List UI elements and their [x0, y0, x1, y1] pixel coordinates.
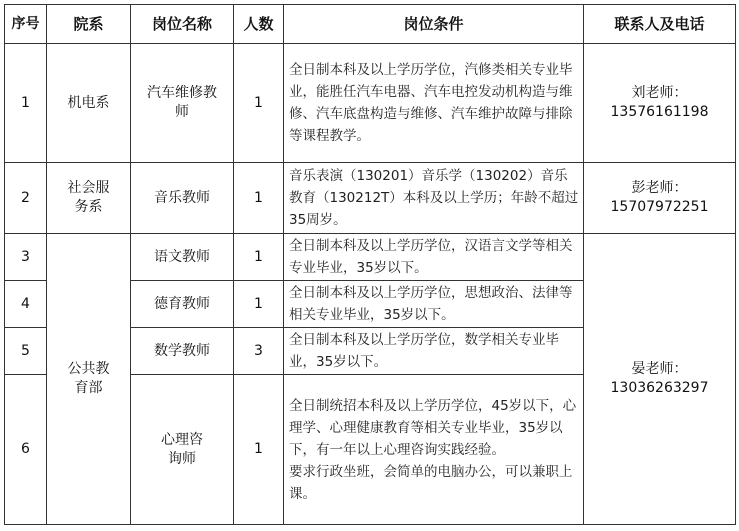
cell-position — [131, 375, 234, 525]
header-dept: 院系 — [47, 5, 131, 44]
header-requirements: 岗位条件 — [284, 5, 584, 44]
cell-requirements: 全日制本科及以上学历学位，思想政治、法律等相关专业毕业，35岁以下。 — [284, 281, 584, 328]
header-count: 人数 — [234, 5, 284, 44]
cell-seq: 1 — [5, 44, 47, 163]
contact-name: 彭老师： — [631, 180, 688, 196]
cell-position: 音乐教师 — [131, 163, 234, 234]
cell-seq: 5 — [5, 328, 47, 375]
requirements-text: 全日制统招本科及以上学历学位，45岁以下，心理学、心理健康教育等相关专业毕业，35岁以下，有一年以上心理咨询实践经验。 — [289, 397, 577, 458]
position-text: 汽车维修教师 — [147, 85, 217, 120]
cell-dept — [47, 234, 131, 525]
cell-contact — [584, 44, 736, 163]
header-position: 岗位名称 — [131, 5, 234, 44]
contact-name: 刘老师： — [631, 85, 688, 101]
dept-text: 社会服务系 — [67, 180, 110, 215]
cell-position: 数学教师 — [131, 328, 234, 375]
position-text: 心理咨询师 — [161, 431, 203, 467]
contact-phone: 15707972251 — [610, 199, 709, 215]
cell-seq: 2 — [5, 163, 47, 234]
cell-position: 德育教师 — [131, 281, 234, 328]
dept-text: 公共教育部 — [67, 361, 110, 396]
recruitment-table — [4, 4, 736, 525]
cell-dept — [47, 163, 131, 234]
cell-requirements — [284, 375, 584, 525]
cell-count: 1 — [234, 44, 284, 163]
cell-seq: 3 — [5, 234, 47, 281]
cell-position — [131, 44, 234, 163]
cell-count: 3 — [234, 328, 284, 375]
cell-count: 1 — [234, 375, 284, 525]
cell-dept: 机电系 — [47, 44, 131, 163]
cell-position: 语文教师 — [131, 234, 234, 281]
requirements-extra: 要求行政坐班，会简单的电脑办公，可以兼职上课。 — [289, 463, 573, 502]
cell-seq: 6 — [5, 375, 47, 525]
cell-requirements: 全日制本科及以上学历学位，汽修类相关专业毕业，能胜任汽车电器、汽车电控发动机构造与维修、汽车底盘构造与维修、汽车维护故障与排除等课程教学。 — [284, 44, 584, 163]
contact-name: 晏老师： — [631, 361, 688, 377]
cell-count: 1 — [234, 163, 284, 234]
cell-requirements: 全日制本科及以上学历学位，汉语言文学等相关专业毕业，35岁以下。 — [284, 234, 584, 281]
cell-count: 1 — [234, 281, 284, 328]
header-seq: 序号 — [5, 5, 47, 44]
contact-phone: 13576161198 — [610, 104, 709, 120]
cell-seq: 4 — [5, 281, 47, 328]
cell-contact — [584, 163, 736, 234]
cell-requirements: 全日制本科及以上学历学位，数学相关专业毕业，35岁以下。 — [284, 328, 584, 375]
contact-phone: 13036263297 — [610, 380, 709, 396]
cell-requirements: 音乐表演（130201）音乐学（130202）音乐教育（130212T）本科及以上学历；年龄不超过35周岁。 — [284, 163, 584, 234]
cell-contact — [584, 234, 736, 525]
header-contact: 联系人及电话 — [584, 5, 736, 44]
table-row — [5, 44, 736, 163]
table-row — [5, 163, 736, 234]
cell-count: 1 — [234, 234, 284, 281]
header-row — [5, 5, 736, 44]
table-row — [5, 234, 736, 281]
